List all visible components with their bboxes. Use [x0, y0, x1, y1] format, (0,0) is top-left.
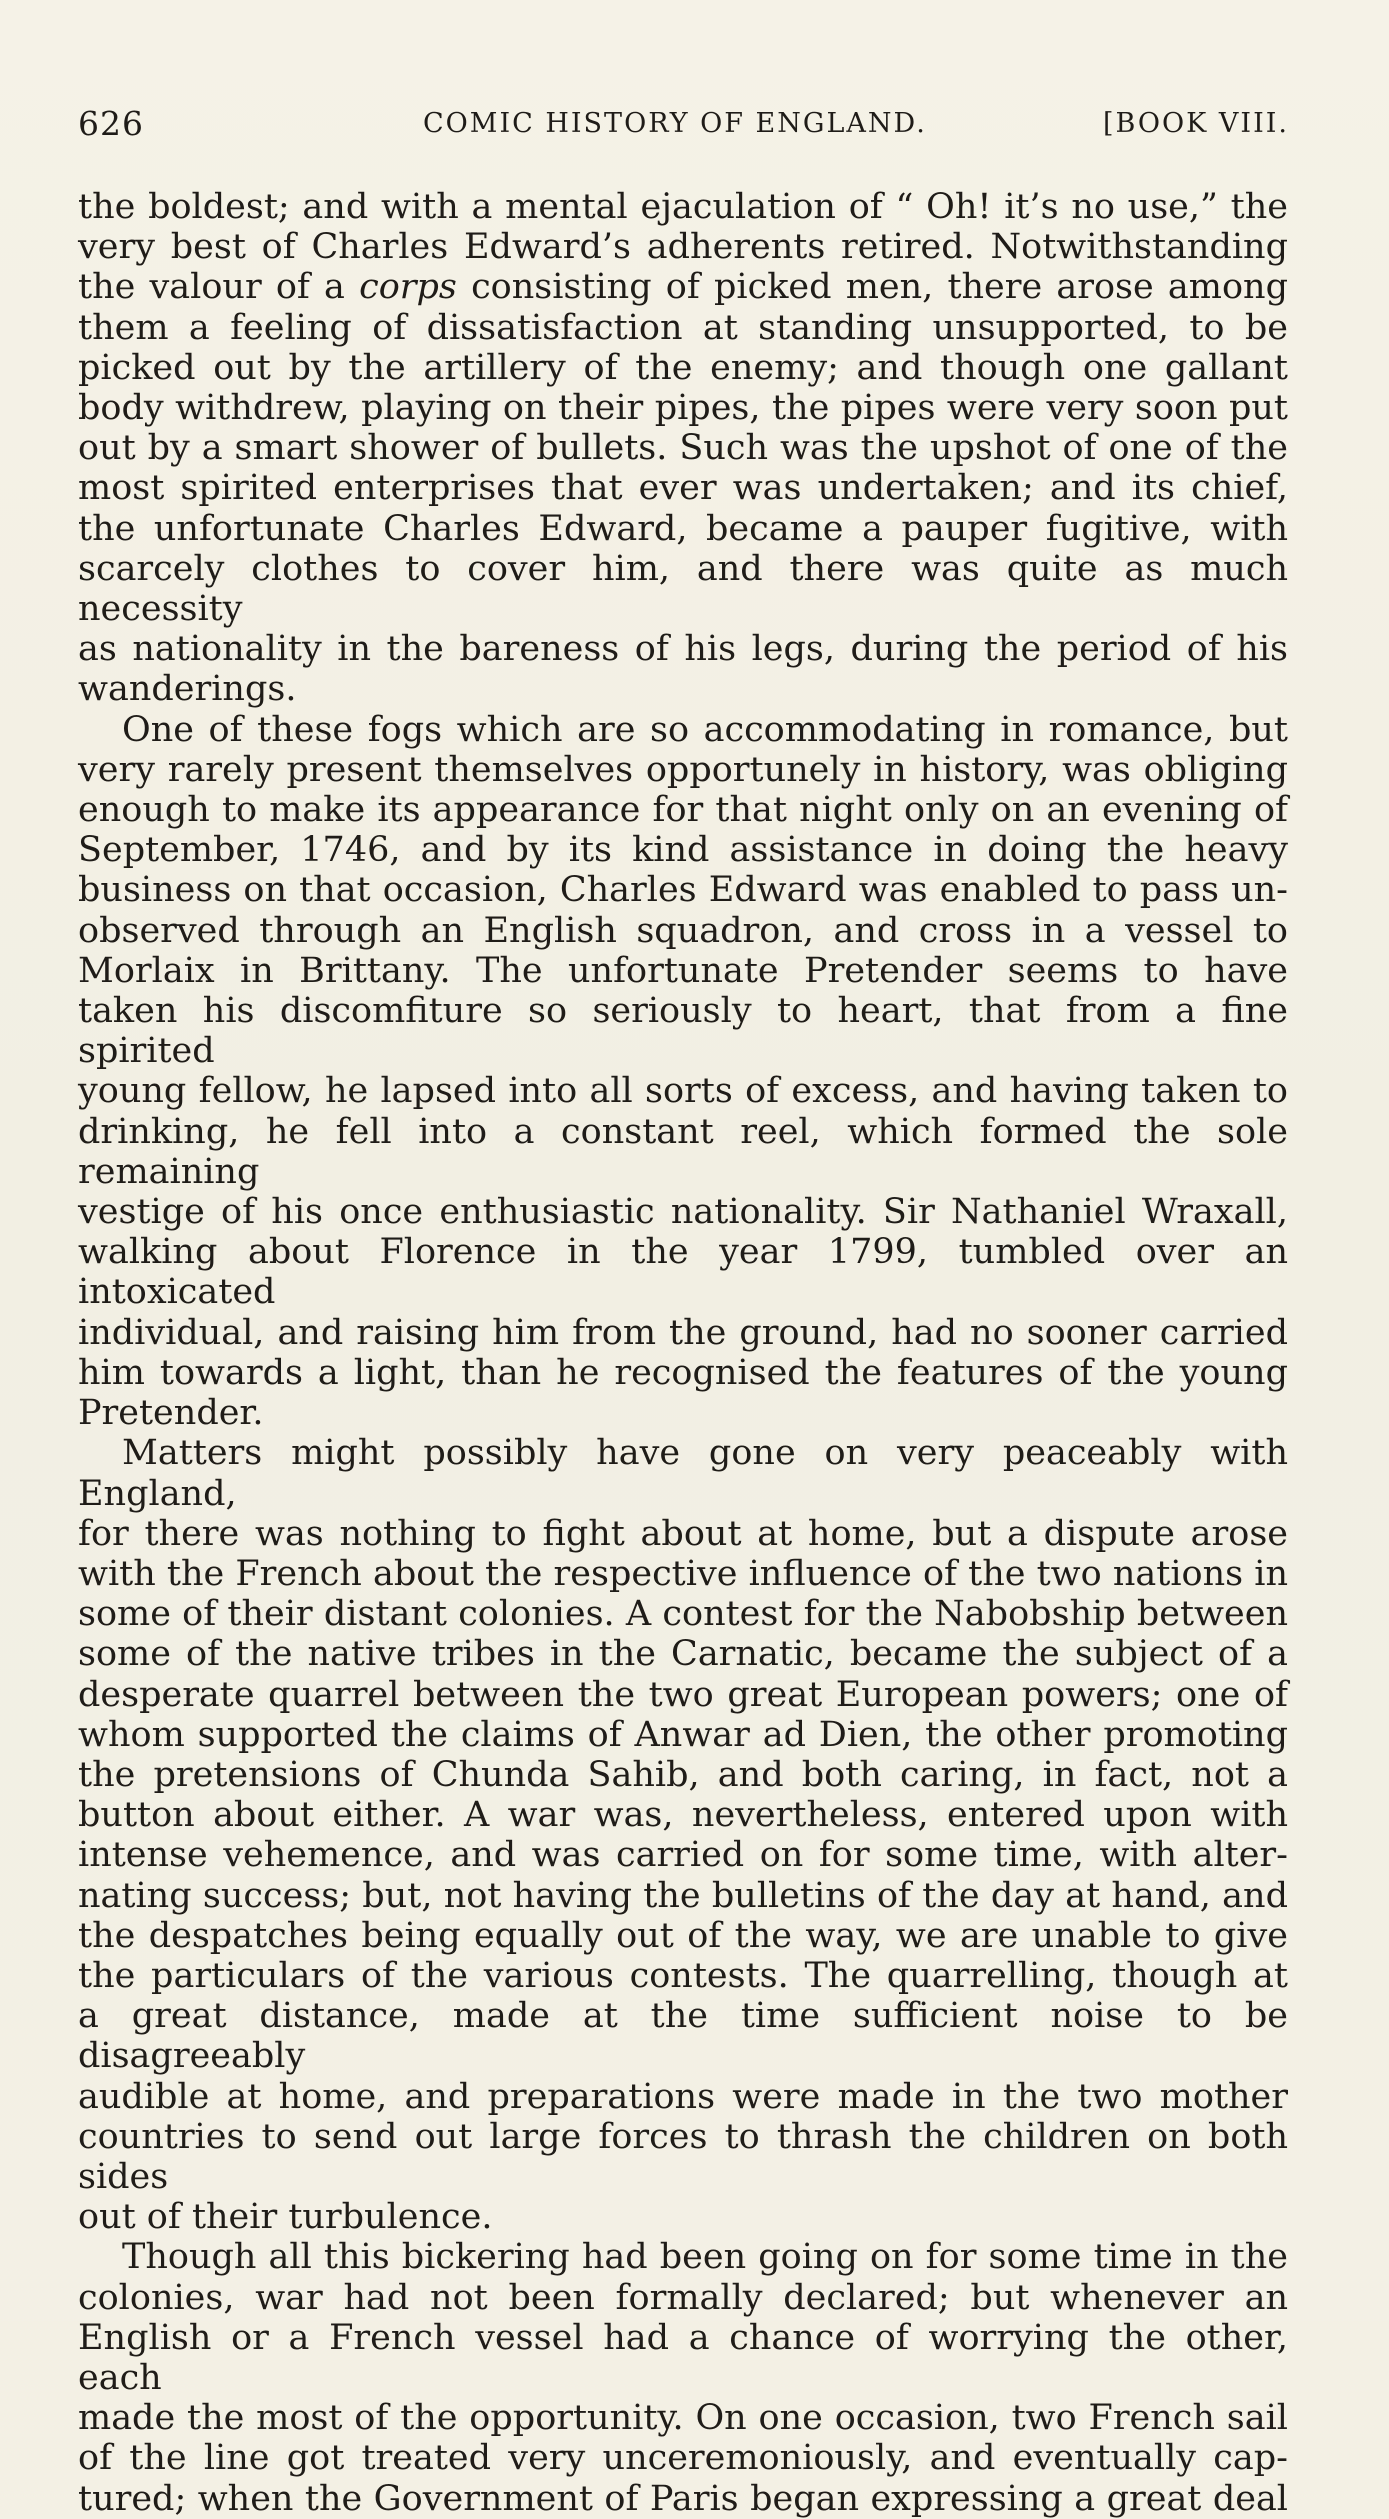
- text-line: of the line got treated very unceremoniously, and eventually cap-: [78, 2438, 1288, 2479]
- text-line: some of their distant colonies. A contest for the Nabobship between: [78, 1594, 1288, 1635]
- text-line: taken his discomfiture so seriously to heart, that from a fine spirited: [78, 991, 1288, 1072]
- text-line: some of the native tribes in the Carnatic, became the subject of a: [78, 1634, 1288, 1675]
- text-line: young fellow, he lapsed into all sorts of excess, and having taken to: [78, 1071, 1288, 1112]
- text-line: made the most of the opportunity. On one occasion, two French sail: [78, 2398, 1288, 2439]
- text-line: September, 1746, and by its kind assistance in doing the heavy: [78, 830, 1288, 871]
- text-line: button about either. A war was, nevertheless, entered upon with: [78, 1795, 1288, 1836]
- text-line: audible at home, and preparations were made in the two mother: [78, 2076, 1288, 2117]
- text-line: body withdrew, playing on their pipes, the pipes were very soon put: [78, 388, 1288, 429]
- text-line: the valour of a corps consisting of picked men, there arose among: [78, 267, 1288, 308]
- text-line: the despatches being equally out of the way, we are unable to give: [78, 1915, 1288, 1956]
- text-line: Though all this bickering had been going on for some time in the: [122, 2237, 1288, 2278]
- running-title: COMIC HISTORY OF ENGLAND.: [423, 108, 927, 139]
- text-line: tured; when the Government of Paris began expressing a great deal: [78, 2478, 1288, 2519]
- text-line: walking about Florence in the year 1799, tumbled over an intoxicated: [78, 1232, 1288, 1313]
- body-text: [78, 187, 1288, 2519]
- text-line: whom supported the claims of Anwar ad Dien, the other promoting: [78, 1714, 1288, 1755]
- text-line: desperate quarrel between the two great European powers; one of: [78, 1674, 1288, 1715]
- text-line: a great distance, made at the time sufficient noise to be disagreeably: [78, 1996, 1288, 2077]
- text-line: drinking, he fell into a constant reel, which formed the sole remaining: [78, 1111, 1288, 1192]
- text-line: business on that occasion, Charles Edward was enabled to pass un-: [78, 870, 1288, 911]
- text-line: with the French about the respective influence of the two nations in: [78, 1553, 1288, 1594]
- text-line: him towards a light, than he recognised the features of the young: [78, 1352, 1288, 1393]
- text-line: countries to send out large forces to thrash the children on both sides: [78, 2116, 1288, 2197]
- text-line: enough to make its appearance for that night only on an evening of: [78, 790, 1288, 831]
- text-line: the particulars of the various contests. The quarrelling, though at: [78, 1955, 1288, 1996]
- text-line: observed through an English squadron, and cross in a vessel to: [78, 910, 1288, 951]
- text-line: vestige of his once enthusiastic nationality. Sir Nathaniel Wraxall,: [78, 1192, 1288, 1233]
- text-line: nating success; but, not having the bulletins of the day at hand, and: [78, 1875, 1288, 1916]
- text-line: for there was nothing to fight about at home, but a dispute arose: [78, 1513, 1288, 1554]
- text-line: Morlaix in Brittany. The unfortunate Pretender seems to have: [78, 950, 1288, 991]
- text-line: out by a smart shower of bullets. Such was the upshot of one of the: [78, 428, 1288, 469]
- text-line: English or a French vessel had a chance of worrying the other, each: [78, 2317, 1288, 2398]
- text-line: wanderings.: [78, 669, 297, 710]
- text-line: very best of Charles Edward’s adherents retired. Notwithstanding: [78, 227, 1288, 268]
- text-line: very rarely present themselves opportunely in history, was obliging: [78, 749, 1288, 790]
- text-line: One of these fogs which are so accommodating in romance, but: [122, 709, 1288, 750]
- text-line: individual, and raising him from the ground, had no sooner carried: [78, 1312, 1288, 1353]
- text-line: the boldest; and with a mental ejaculation of “ Oh! it’s no use,” the: [78, 187, 1288, 227]
- text-line: most spirited enterprises that ever was undertaken; and its chief,: [78, 468, 1288, 509]
- text-line: the unfortunate Charles Edward, became a pauper fugitive, with: [78, 508, 1288, 549]
- text-line: the pretensions of Chunda Sahib, and both caring, in fact, not a: [78, 1754, 1288, 1795]
- text-line: picked out by the artillery of the enemy; and though one gallant: [78, 347, 1288, 388]
- text-line: out of their turbulence.: [78, 2197, 493, 2238]
- text-line: as nationality in the bareness of his legs, during the period of his: [78, 629, 1288, 670]
- running-header: [78, 104, 1289, 144]
- text-line: Matters might possibly have gone on very peaceably with England,: [78, 1433, 1288, 1514]
- text-line: scarcely clothes to cover him, and there was quite as much necessity: [78, 548, 1288, 630]
- page-number: 626: [78, 104, 144, 143]
- text-line: intense vehemence, and was carried on for some time, with alter-: [78, 1835, 1288, 1876]
- text-line: Pretender.: [78, 1393, 264, 1434]
- text-line: them a feeling of dissatisfaction at standing unsupported, to be: [78, 307, 1288, 348]
- book-label: [BOOK VIII.: [1103, 108, 1289, 139]
- text-line: colonies, war had not been formally declared; but whenever an: [78, 2277, 1288, 2318]
